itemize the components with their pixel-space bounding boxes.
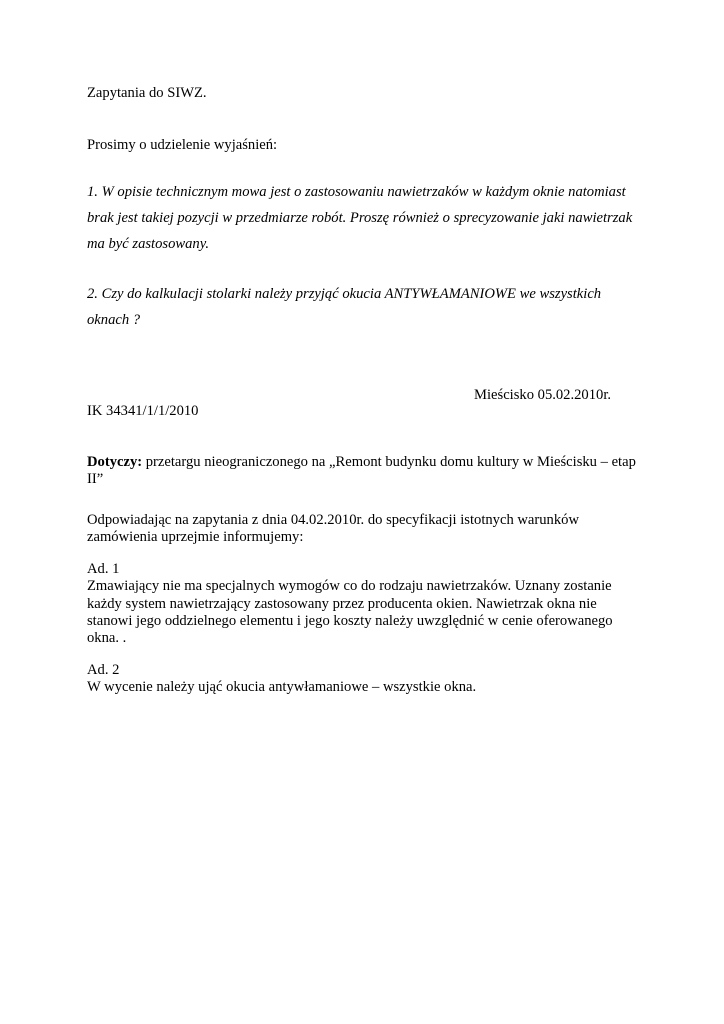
question-2-line-2: oknach ? (87, 312, 141, 328)
subject-text: przetargu nieograniczonego na „Remont budynku domu kultury w Mieścisku – etap (142, 454, 636, 470)
response-intro-line-1: Odpowiadając na zapytania z dnia 04.02.2010r. do specyfikacji istotnych warunków (87, 512, 579, 528)
document-title: Zapytania do SIWZ. (87, 85, 207, 101)
question-1-line-2: brak jest takiej pozycji w przedmiarze robót. Proszę również o sprecyzowanie jaki nawietrzak (87, 210, 633, 226)
answer-1-line-2: każdy system nawietrzający zastosowany przez producenta okien. Nawietrzak okna nie (87, 596, 597, 612)
subject-label: Dotyczy: (87, 454, 143, 470)
answer-2-line-1: W wycenie należy ująć okucia antywłamaniowe – wszystkie okna. (87, 679, 477, 695)
request-intro: Prosimy o udzielenie wyjaśnień: (87, 137, 278, 153)
subject-line-1 (87, 453, 636, 471)
answer-1-line-3: stanowi jego oddzielnego elementu i jego koszty należy uwzględnić w cenie oferowanego (87, 613, 613, 629)
response-intro-line-2: zamówienia uprzejmie informujemy: (87, 529, 304, 545)
question-1-line-1: 1. W opisie technicznym mowa jest o zastosowaniu nawietrzaków w każdym oknie natomiast (87, 184, 626, 200)
question-2-line-1: 2. Czy do kalkulacji stolarki należy przyjąć okucia ANTYWŁAMANIOWE we wszystkich (87, 286, 602, 302)
answer-1-heading: Ad. 1 (87, 561, 120, 577)
answer-2-heading: Ad. 2 (87, 662, 120, 678)
answer-1-line-1: Zmawiający nie ma specjalnych wymogów co do rodzaju nawietrzaków. Uznany zostanie (87, 578, 612, 594)
answer-1-line-4: okna. . (87, 630, 127, 646)
reference-number: IK 34341/1/1/2010 (87, 403, 199, 419)
place-date: Mieścisko 05.02.2010r. (474, 387, 612, 403)
subject-line-2: II” (87, 471, 104, 487)
question-1-line-3: ma być zastosowany. (87, 236, 210, 252)
